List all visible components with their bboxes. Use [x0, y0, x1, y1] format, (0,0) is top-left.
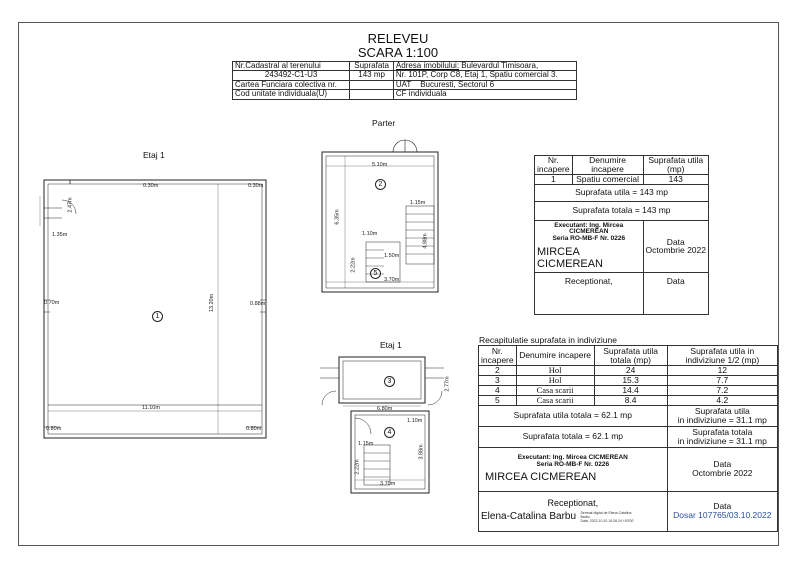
table-row	[479, 385, 778, 395]
etaj1r-dim-stair-h: 2.22m	[354, 459, 361, 475]
etaj1r-dim-right: 3.88m	[418, 444, 425, 460]
etaj-row4-indiv: 4.2	[667, 395, 777, 405]
parter-data-cell	[643, 220, 708, 272]
etaj-row3-denumire: Casa scarii	[516, 385, 594, 395]
parter-table-row	[535, 175, 709, 185]
etaj1-dim-height: 13.20m	[209, 293, 216, 313]
parter-dim-stair-h: 2.22m	[350, 257, 357, 273]
etaj-utila-totala: Suprafata utila totala = 62.1 mp	[479, 405, 668, 426]
page-title: RELEVEU	[367, 31, 429, 46]
etaj-totala-indiv-l1: Suprafata totala	[692, 426, 753, 437]
etaj-row1-nr: 2	[479, 366, 517, 376]
parter-data-label2: Data	[643, 272, 708, 314]
parter-sign-line1: MIRCEA	[537, 246, 580, 259]
etaj-totala-indiv	[667, 426, 777, 447]
suprafata-label: Suprafata	[350, 62, 394, 71]
etaj-header-totala: Suprafata utila totala (mp)	[594, 346, 667, 366]
carte-funciara-value	[350, 80, 394, 89]
parter-dim-bottom: 3.70m	[384, 277, 400, 283]
etaj-data-label: Data	[713, 459, 732, 470]
etaj-signature	[481, 471, 665, 483]
parter-row-nr: 1	[535, 175, 573, 185]
etaj-header-indiviziune: Suprafata utila in indiviziune 1/2 (mp)	[667, 346, 777, 366]
parter-dim-right-top: 1.15m	[410, 200, 426, 206]
etaj-row4-denumire: Casa scarii	[516, 395, 594, 405]
table-row	[479, 366, 778, 376]
adresa-line1: Bulevardul Timisoara,	[461, 61, 539, 70]
parter-executant: Executant: Ing. Mircea CICMEREAN	[554, 221, 624, 236]
parter-row-denumire: Spatiu comercial	[572, 175, 643, 185]
etaj-data-value: Octombrie 2022	[692, 468, 753, 479]
etaj1r-dim-top: 6.80m	[377, 406, 393, 412]
etaj-dosar: Dosar 107765/03.10.2022	[673, 510, 772, 521]
parter-surface-table	[534, 155, 709, 315]
etaj-row4-totala: 8.4	[594, 395, 667, 405]
etaj-row2-totala: 15.3	[594, 375, 667, 385]
etaj-data-cell2	[667, 491, 777, 531]
etaj1-dim-win3b: 0.80m	[246, 426, 262, 432]
property-info-table	[232, 61, 577, 100]
etaj-row3-nr: 4	[479, 385, 517, 395]
etaj-row1-denumire: Hol	[516, 366, 594, 376]
cod-unitate-label: Cod unitate individuala(U)	[233, 90, 350, 99]
etaj-utila-indiv-l1: Suprafata utila	[694, 405, 750, 416]
etaj1r-dim-bottom: 3.70m	[380, 481, 396, 487]
etaj-table-caption: Recapitulatie suprafata in indiviziune	[479, 335, 617, 345]
etaj-header-nr: Nr. incapere	[479, 346, 517, 366]
room-4-marker: 4	[384, 427, 395, 438]
etaj-row3-indiv: 7.2	[667, 385, 777, 395]
adresa-line2: Nr. 101P, Corp C8, Etaj 1, Spatiu comercial 3.	[393, 71, 576, 80]
parter-header-suprafata: Suprafata utila (mp)	[643, 156, 708, 175]
cf-individuala-label: CF individuala	[393, 90, 576, 99]
etaj-signed-l2: Barbu	[580, 514, 590, 519]
etaj1-dim-win-small2: 0.30m	[248, 183, 264, 189]
etaj-data-cell	[667, 447, 777, 491]
nr-cadastral-label: Nr.Cadastral al terenului	[233, 62, 350, 71]
etaj-receptionat-box	[479, 491, 668, 531]
parter-suprafata-utila: Suprafata utila = 143 mp	[535, 184, 709, 201]
etaj-utila-indiv	[667, 405, 777, 426]
etaj-row3-totala: 14.4	[594, 385, 667, 395]
parter-dim-stair-w: 1.10m	[362, 231, 378, 237]
parter-data-label: Data	[666, 236, 685, 247]
etaj-signature-name: MIRCEA CICMEREAN	[485, 470, 597, 483]
parter-signature	[537, 246, 641, 270]
etaj-totala-indiv-l2: in indiviziune = 31.1 mp	[677, 435, 767, 446]
parter-header-nr: Nr. incapere	[535, 156, 573, 175]
uat-value: Bucuresti, Sectorul 6	[420, 79, 495, 89]
etaj1-dim-win-small1: 0.30m	[143, 183, 159, 189]
adresa-label: Adresa imobilului:	[395, 61, 460, 70]
etaj-row2-nr: 3	[479, 375, 517, 385]
etaj1-dim-wall: 1.35m	[52, 232, 68, 238]
etaj-utila-indiv-l2: in indiviziune = 31.1 mp	[677, 414, 767, 425]
page-scale: SCARA 1:100	[357, 45, 439, 60]
etaj-executant-box	[479, 447, 668, 491]
parter-dim-top: 5.10m	[372, 162, 388, 168]
cod-unitate-value	[350, 90, 394, 99]
parter-suprafata-totala: Suprafata totala = 143 mp	[535, 201, 709, 220]
parter-dim-mid: 1.50m	[384, 253, 400, 259]
room-1-marker: 1	[152, 311, 163, 322]
etaj1-right-label: Etaj 1	[380, 340, 402, 350]
parter-row-suprafata: 143	[643, 175, 708, 185]
etaj-row1-totala: 24	[594, 366, 667, 376]
suprafata-value: 143 mp	[350, 71, 394, 80]
etaj-executant: Executant: Ing. Mircea CICMEREAN	[517, 454, 628, 462]
etaj-row2-indiv: 7.7	[667, 375, 777, 385]
room-5-marker: 5	[370, 268, 381, 279]
parter-header-denumire: Denumire incapere	[572, 156, 643, 175]
etaj-signed-l3: Data: 2022.10.20 10:26:24 +03'00'	[580, 519, 635, 523]
carte-funciara-label: Cartea Funciara colectiva nr.	[233, 80, 350, 89]
parter-sign-line2: CICMEREAN	[537, 258, 604, 271]
parter-signature-name	[537, 246, 603, 270]
etaj1r-dim-side: 2.77m	[444, 376, 451, 392]
etaj1-dim-width: 11.10m	[142, 405, 160, 411]
etaj-row4-nr: 5	[479, 395, 517, 405]
table-row	[479, 375, 778, 385]
etaj-header-denumire: Denumire incapere	[516, 346, 594, 366]
etaj-receptionat-name: Elena-Catalina Barbu	[481, 511, 577, 523]
etaj-row1-indiv: 12	[667, 366, 777, 376]
etaj-signed-l1: Semnat digital de Elena-Catalina	[580, 510, 632, 515]
parter-data-value: Octombrie 2022	[645, 245, 706, 256]
room-2-marker: 2	[375, 179, 386, 190]
room-3-marker: 3	[384, 376, 395, 387]
etaj-surface-table	[478, 345, 778, 532]
etaj-row2-denumire: Hol	[516, 375, 594, 385]
etaj1r-dim-stair-w: 1.15m	[358, 441, 374, 447]
etaj-receptionat-signature	[481, 511, 665, 524]
parter-receptionat: Receptionat,	[535, 272, 644, 314]
etaj-totala: Suprafata totala = 62.1 mp	[479, 426, 668, 447]
etaj1-left-label: Etaj 1	[143, 150, 165, 160]
etaj1-dim-win3a: 0.80m	[46, 426, 62, 432]
parter-dim-left: 6.35m	[334, 209, 341, 225]
parter-dim-right: 4.88m	[422, 233, 429, 249]
etaj1r-dim-right-top: 1.10m	[407, 418, 423, 424]
etaj-seria: Seria RO-MB-F Nr. 0226	[536, 461, 610, 469]
nr-cadastral-value: 243492-C1-U3	[233, 71, 350, 80]
etaj-data-label2: Data	[713, 501, 732, 512]
etaj-digital-signature-note	[580, 511, 634, 524]
parter-label: Parter	[372, 118, 396, 128]
etaj-receptionat: Receptionat,	[547, 498, 599, 509]
parter-seria: Seria RO-MB-F Nr. 0226	[552, 235, 626, 243]
table-row	[479, 395, 778, 405]
etaj1-dim-side: 2.47m	[67, 197, 74, 213]
uat-label: UAT	[395, 79, 412, 89]
parter-executant-box	[535, 220, 644, 272]
etaj1-dim-win1: 0.70m	[44, 300, 60, 306]
etaj1-dim-win2: 0.88m	[250, 301, 266, 307]
